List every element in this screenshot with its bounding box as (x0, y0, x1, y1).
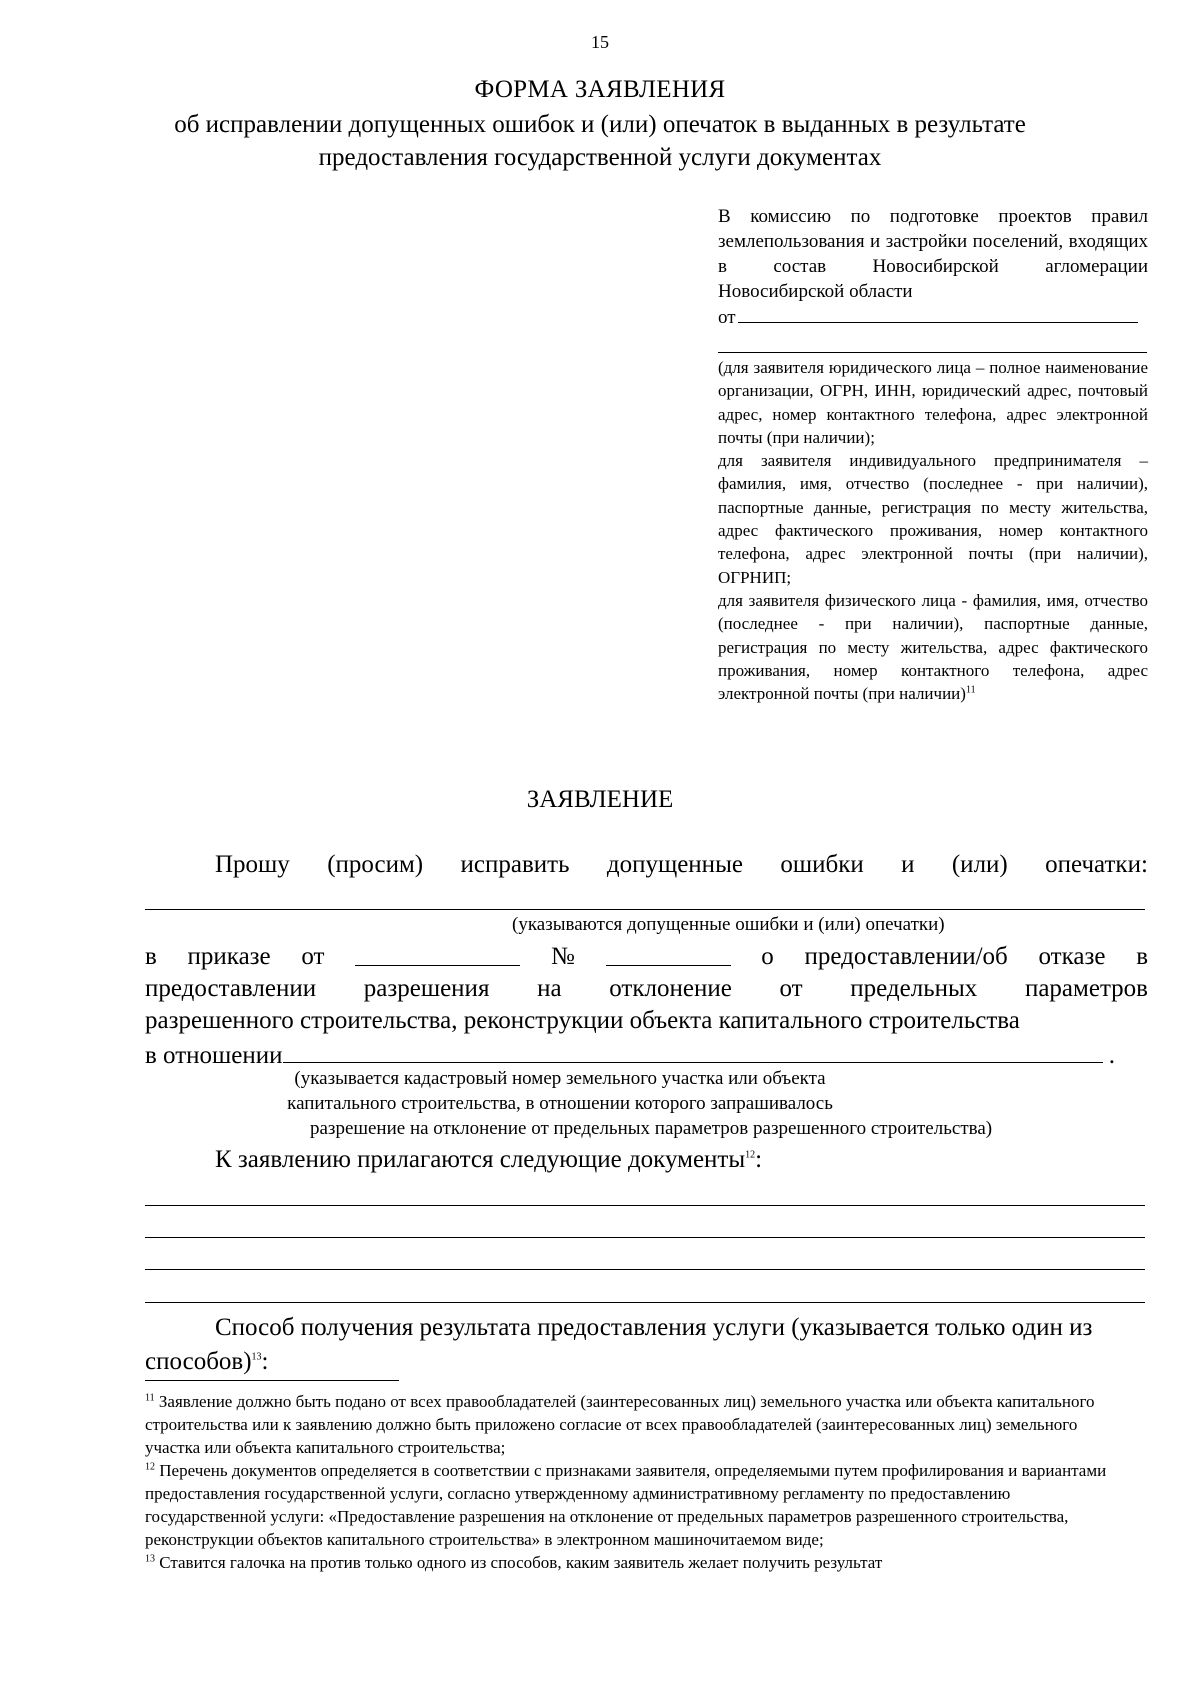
footnote-ref-13: 13 (251, 1351, 262, 1363)
attachment-line-2[interactable] (145, 1237, 1145, 1238)
object-hint-1: (указывается кадастровый номер земельного участка или объекта (294, 1068, 826, 1089)
object-hint-3: разрешение на отклонение от предельных параметров разрешенного строительства) (310, 1118, 993, 1139)
form-subtitle-line2: предоставления государственной услуги документах (318, 144, 882, 171)
form-title: ФОРМА ЗАЯВЛЕНИЯ (474, 76, 726, 103)
statement-heading: ЗАЯВЛЕНИЕ (526, 786, 674, 813)
footnote-12: $^{12}$ Перечень документов определяется в соответствии с признаками заявителя, определяемыми путем профилирования и вариантами предоставления государственной услуги, согласно утвержденному административному регламенту по предоставлению государственной услуги: «Предоставление разрешения на отклонение от предельных параметров разрешенного строительства, реконструкции объектов капитального строительства» в электронном машиночитаемом виде; (145, 1461, 1107, 1549)
footnote-ref-11: 11 (965, 684, 976, 696)
footnote-11: $^{11}$ Заявление должно быть подано от всех правообладателей (заинтересованных лиц) земельного участка или объекта капитального строительства или к заявлению должно быть приложено согласие от всех правообладателей (заинтересованных лиц) земельного участка или объекта капитального строительства; (145, 1392, 1095, 1457)
order-line: в приказе от № о предоставлении/об отказе в (145, 943, 1148, 970)
attachment-line-3[interactable] (145, 1269, 1145, 1270)
addressee-from (718, 304, 1148, 329)
order-date-field[interactable] (355, 943, 520, 966)
object-hint-2: капитального строительства, в отношении которого запрашивалось (287, 1093, 833, 1114)
footnote-separator (145, 1380, 399, 1381)
from-field[interactable] (738, 304, 1138, 323)
attachment-line-1[interactable] (145, 1205, 1145, 1206)
applicant-hint (718, 356, 1148, 705)
receipt-method: Способ получения результата предоставления услуги (указывается только один из способов)$^{13}$: (145, 1314, 1093, 1375)
order-line-3: разрешенного строительства, реконструкции объекта капитального строительства (145, 1007, 1020, 1034)
order-number-field[interactable] (606, 943, 731, 966)
applicant-hint-legal: (для заявителя юридического лица – полное наименование организации, ОГРН, ИНН, юридический адрес, почтовый адрес, номер контактного телефона, адрес электронной почты (при наличии); (718, 358, 1148, 447)
form-subtitle-line1: об исправлении допущенных ошибок и (или) опечаток в выданных в результате (174, 111, 1026, 138)
page-number: 15 (591, 32, 609, 52)
applicant-hint-entrepreneur: для заявителя индивидуального предпринимателя – фамилия, имя, отчество (последнее - при наличии), паспортные данные, регистрация по месту жительства, адрес фактического проживания, номер контактного телефона, адрес электронной почты (при наличии), ОГРНИП; (718, 451, 1148, 587)
request-line: Прошу (просим) исправить допущенные ошибки и (или) опечатки: (215, 851, 1148, 878)
errors-hint: (указываются допущенные ошибки и (или) опечатки) (512, 914, 945, 935)
object-line: в отношении . (145, 1042, 1116, 1069)
footnotes (145, 1390, 1135, 1574)
errors-field[interactable] (145, 909, 1145, 910)
addressee-text: В комиссию по подготовке проектов правил землепользования и застройки поселений, входящих в состав Новосибирской агломерации Новосибирской области (718, 206, 1148, 302)
footnote-ref-12: 12 (745, 1149, 756, 1161)
object-field[interactable] (283, 1040, 1103, 1063)
order-line-2: предоставлении разрешения на отклонение от предельных параметров (145, 975, 1148, 1002)
footnote-13: $^{13}$ Ставится галочка на против только одного из способов, каким заявитель желает получить результат (145, 1553, 883, 1572)
attachments-label: К заявлению прилагаются следующие документы$^{12}$: (215, 1146, 763, 1173)
applicant-hint-individual: для заявителя физического лица - фамилия, имя, отчество (последнее - при наличии), паспортные данные, регистрация по месту жительства, адрес фактического проживания, номер контактного телефона, адрес электронной почты (при наличии)$^{11}$ (718, 590, 1148, 704)
attachment-line-4[interactable] (145, 1302, 1145, 1303)
from-field-line2[interactable] (718, 352, 1147, 353)
from-label: от (718, 307, 736, 328)
